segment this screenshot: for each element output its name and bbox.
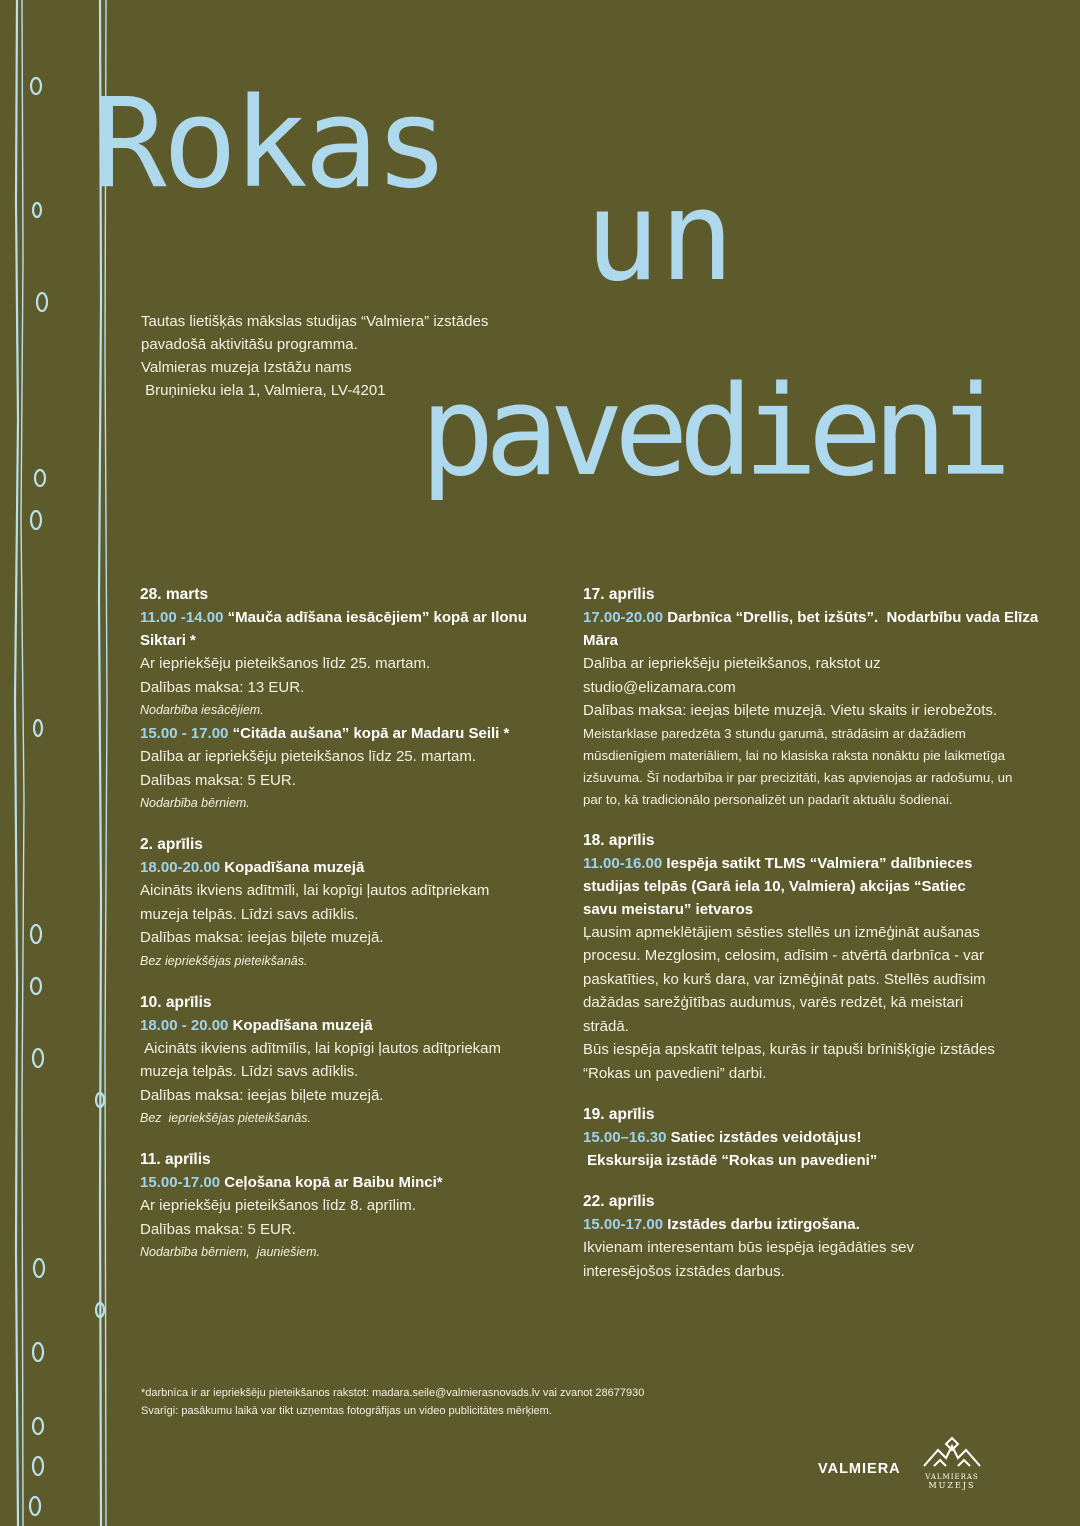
footer-notes — [141, 1384, 644, 1420]
footer-line: *darbnīca ir ar iepriekšēju pieteikšanos rakstot: madara.seile@valmierasnovads.lv vai zvanot 28677930 — [141, 1387, 645, 1399]
intro-text — [141, 310, 488, 402]
thread-loop — [31, 78, 41, 94]
event-title: Kopadīšana muzejā — [220, 859, 365, 876]
muzejs-logo-bottom: MUZEJS — [928, 1481, 976, 1490]
event-price: Dalības maksa: ieejas biļete muzejā. Vietu skaits ir ierobežots. — [583, 702, 998, 719]
event-text: Ikvienam interesentam būs iespēja iegādāties sev interesējošos izstādes darbus. — [583, 1239, 915, 1280]
event-subtitle: Ekskursija izstādē “Rokas un pavedieni” — [583, 1152, 878, 1169]
event-note: Nodarbība iesācējiem. — [140, 703, 264, 717]
event-price: Dalības maksa: 5 EUR. — [140, 771, 296, 789]
event-11-aprilis — [140, 1148, 570, 1264]
event-heading — [583, 1213, 1053, 1236]
event-title: Kopadīšana muzejā — [228, 1016, 373, 1034]
event-price: Dalības maksa: ieejas biļete muzejā. — [140, 929, 384, 946]
thread-loop — [30, 1497, 40, 1515]
event-description: Meistarklase paredzēta 3 stundu garumā, strādāsim ar dažādiem mūsdienīgiem materiāliem, lai no klasiska raksta nonāktu pie laikmetīga izšuvuma. Šī nodarbība ir par precizitāti, kas apvienojas ar radošumu, un par to, kā tradicionālo personalizēt un padarīt aktuālu šodienai. — [583, 725, 1013, 807]
event-text: Ar iepriekšēju pieteikšanos līdz 8. aprīlim. — [140, 1197, 416, 1214]
event-text: Ļausim apmeklētājiem sēsties stellēs un izmēģināt aušanas procesu. Mezglosim, celosim, adīsim - atvērtā darbnīca - var paskatīties, ko kurš dara, var izmēģināt pats. Stellēs audīsim dažādas sarežģītības audumus, varēs redzēt, kā meistari strādā. — [583, 923, 986, 1035]
event-note: Nodarbība bērniem. — [140, 796, 250, 810]
thread-decoration — [0, 0, 130, 1526]
event-date: 11. aprīlis — [140, 1151, 211, 1168]
event-time: 11.00 -14.00 — [140, 609, 224, 626]
event-title: Izstādes darbu iztirgošana. — [663, 1216, 860, 1233]
thread-loop — [31, 978, 41, 994]
title-pavedieni: pavedieni — [420, 360, 1002, 504]
event-time: 15.00 - 17.00 — [140, 725, 229, 742]
thread-line-1 — [15, 0, 18, 1526]
event-date: 22. aprīlis — [583, 1193, 655, 1210]
thread-loop — [37, 293, 47, 311]
thread-loop — [33, 203, 41, 217]
event-date: 18. aprīlis — [583, 831, 655, 849]
event-date: 10. aprīlis — [140, 993, 212, 1011]
event-note: Bez iepriekšējas pieteikšanās. — [140, 1111, 311, 1125]
thread-loop — [34, 1259, 44, 1277]
valmiera-logo: VALMIERA — [818, 1461, 901, 1477]
intro-line: Bruņinieku iela 1, Valmiera, LV-4201 — [141, 382, 386, 399]
event-text: Būs iespēja apskatīt telpas, kurās ir tapuši brīnišķīgie izstādes “Rokas un pavedieni” darbi. — [583, 1041, 995, 1082]
intro-line: Tautas lietišķās mākslas studijas “Valmiera” izstādes — [141, 313, 489, 330]
event-2-aprilis — [140, 833, 570, 973]
event-heading — [140, 606, 570, 652]
events-right-column — [583, 583, 1053, 1301]
event-note: Bez iepriekšējas pieteikšanās. — [140, 953, 308, 968]
title-rokas-text: Rokas — [92, 72, 446, 216]
thread-loop — [33, 1343, 43, 1361]
title-rokas — [92, 72, 446, 216]
event-10-aprilis — [140, 991, 570, 1131]
event-email: studio@elizamara.com — [583, 678, 736, 696]
event-time: 15.00-17.00 — [583, 1216, 664, 1233]
event-heading — [140, 1014, 570, 1037]
event-date: 17. aprīlis — [583, 586, 655, 603]
event-heading — [140, 722, 570, 745]
event-date: 28. marts — [140, 586, 209, 603]
thread-loop — [35, 470, 45, 486]
intro-line: pavadošā aktivitāšu programma. — [141, 336, 358, 353]
event-19-aprilis — [583, 1103, 1053, 1172]
event-title: Darbnīca “Drellis, bet izšūts”. Nodarbību vada Elīza Māra — [583, 609, 1043, 649]
thread-line-2 — [21, 0, 24, 1526]
thread-line-3 — [99, 0, 101, 1526]
thread-loop — [33, 1457, 43, 1475]
event-time: 18.00-20.00 — [140, 859, 221, 876]
thread-loop — [33, 1418, 43, 1434]
event-price: Dalības maksa: 13 EUR. — [140, 678, 305, 696]
event-time: 11.00-16.00 — [583, 854, 663, 872]
event-title: “Mauča adīšana iesācējiem” kopā ar Ilonu Siktari * — [140, 609, 527, 649]
footer-line: Svarīgi: pasākumu laikā var tikt uzņemtas fotogrāfijas un video publicitātes mērķiem. — [141, 1405, 552, 1417]
event-text: Aicināts ikviens adītmīlis, lai kopīgi ļautos adītpriekam muzeja telpās. Līdzi savs adīklis. — [140, 1039, 506, 1080]
event-heading — [583, 1126, 1053, 1149]
thread-loop — [34, 720, 42, 736]
event-heading — [583, 852, 1003, 921]
thread-loop — [31, 925, 41, 943]
event-time: 17.00-20.00 — [583, 609, 664, 626]
event-heading — [140, 1171, 570, 1194]
event-price: Dalības maksa: ieejas biļete muzejā. — [140, 1086, 384, 1104]
event-title: “Citāda aušana” kopā ar Madaru Seili * — [228, 725, 510, 742]
title-un: un — [585, 165, 735, 309]
event-title: Ceļošana kopā ar Baibu Minci* — [220, 1174, 443, 1191]
event-title: Iespēja satikt TLMS “Valmiera” dalībnieces studijas telpās (Garā iela 10, Valmiera) akcijas “Satiec savu meistaru” ietvaros — [583, 854, 973, 918]
event-22-aprilis — [583, 1190, 1053, 1283]
event-heading — [583, 606, 1053, 652]
event-price: Dalības maksa: 5 EUR. — [140, 1220, 296, 1238]
muzejs-emblem-icon — [920, 1436, 984, 1472]
event-text: Dalība ar iepriekšēju pieteikšanos līdz 25. martam. — [140, 748, 476, 765]
event-text: Dalība ar iepriekšēju pieteikšanos, rakstot uz — [583, 655, 881, 672]
event-18-aprilis — [583, 829, 1053, 1086]
event-date: 2. aprīlis — [140, 836, 203, 853]
intro-line: Valmieras muzeja Izstāžu nams — [141, 359, 352, 376]
event-text: Aicināts ikviens adītmīli, lai kopīgi ļautos adītpriekam muzeja telpās. Līdzi savs adīklis. — [140, 882, 490, 923]
event-heading — [140, 856, 570, 879]
muzejs-logo-top: VALMIERAS — [925, 1473, 979, 1481]
event-title: Satiec izstādes veidotājus! — [666, 1129, 862, 1146]
events-left-column — [140, 583, 570, 1282]
event-time: 18.00 - 20.00 — [140, 1016, 229, 1034]
event-note: Nodarbība bērniem, jauniešiem. — [140, 1245, 320, 1259]
event-time: 15.00-17.00 — [140, 1174, 221, 1191]
event-time: 15.00–16.30 — [583, 1129, 667, 1146]
event-text: Ar iepriekšēju pieteikšanos līdz 25. martam. — [140, 655, 431, 672]
thread-line-4 — [105, 0, 107, 1526]
valmieras-muzejs-logo — [920, 1436, 984, 1492]
thread-loop — [31, 511, 41, 529]
thread-loop — [33, 1049, 43, 1067]
event-28-marts — [140, 583, 570, 815]
event-17-aprilis — [583, 583, 1053, 811]
event-date: 19. aprīlis — [583, 1106, 655, 1123]
